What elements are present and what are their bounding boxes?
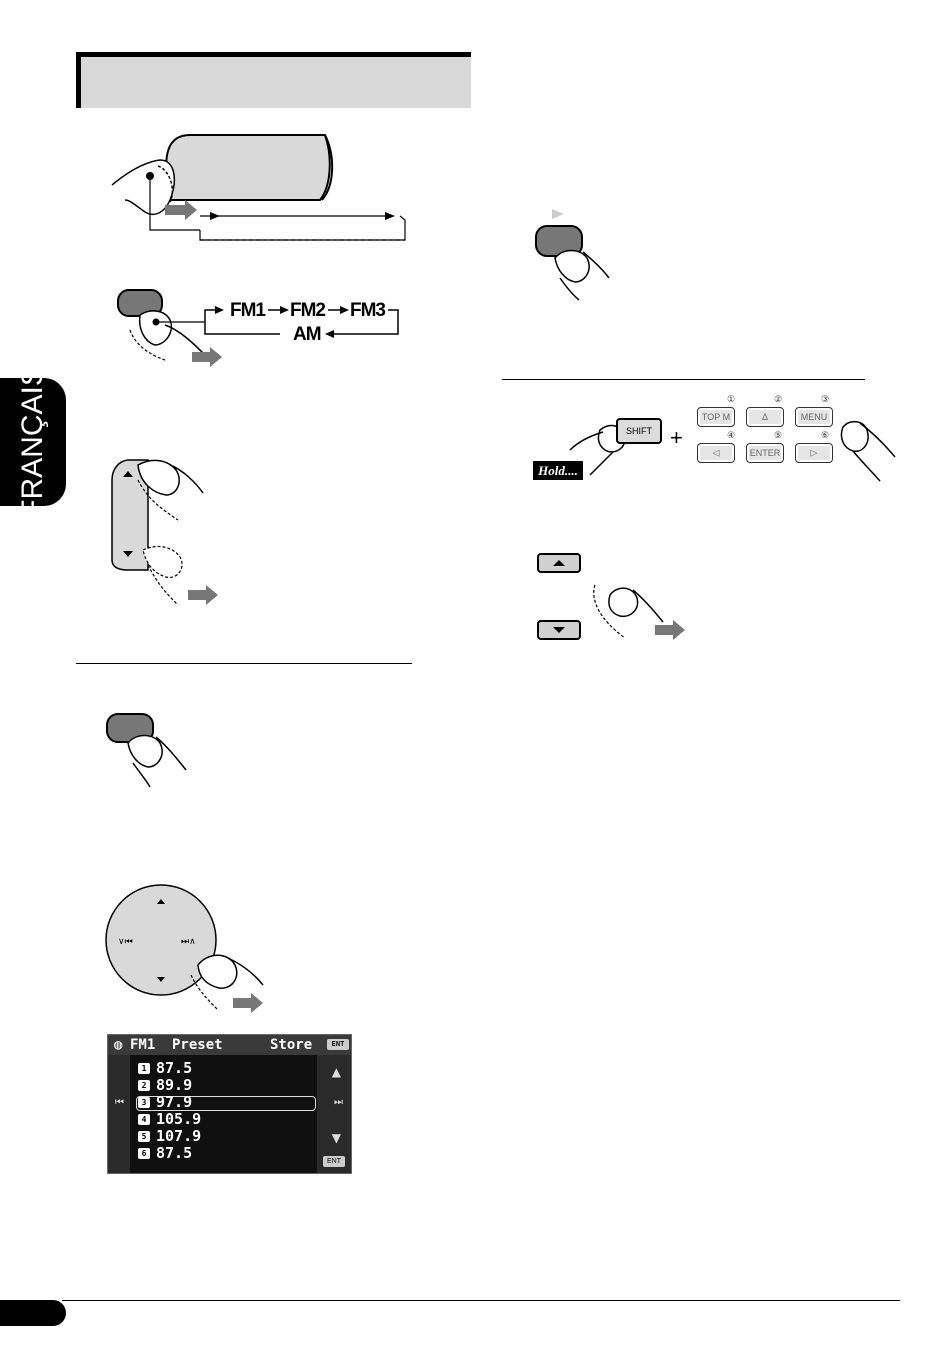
preset-row[interactable]: 6 87.5 [138,1145,192,1162]
section-title-bar [76,52,471,108]
control-pad-illustration [103,880,273,1015]
source-dial-illustration [100,130,420,250]
key-number: ④ [726,430,736,440]
up-button[interactable] [537,553,581,573]
pad-prev-icon: ∨⏮ [118,937,133,947]
screen-next-icon: ⏭ [334,1097,343,1108]
finger-press-icon [585,580,695,645]
hold-label: Hold.... [533,461,583,480]
preset-row-selected[interactable]: 3 97.9 [138,1094,192,1111]
screen-action: Store [270,1037,313,1053]
source-icon: ◍ [114,1037,123,1053]
section-divider [502,379,865,380]
key-number: ⑤ [773,430,783,440]
key-number: ② [773,394,783,404]
preset-row[interactable]: 2 89.9 [138,1077,192,1094]
screen-up-icon: ▲ [331,1065,341,1079]
finger-press-icon [545,240,625,305]
language-tab [0,366,66,518]
screen-prev-icon: ⏮ [115,1097,124,1108]
finger-press-icon [118,725,198,795]
top-menu-key[interactable]: TOP M [697,407,735,427]
key-number: ③ [820,394,830,404]
preset-row[interactable]: 5 107.9 [138,1128,201,1145]
band-fm3: FM3 [350,300,385,321]
band-fm2: FM2 [290,300,325,321]
screen-header [108,1035,352,1055]
preset-row[interactable]: 4 105.9 [138,1111,201,1128]
screen-mode: Preset [172,1037,223,1053]
menu-key[interactable]: MENU [795,407,833,427]
footer-rule [62,1300,900,1301]
section-divider [76,663,412,664]
key-number: ⑥ [820,430,830,440]
left-key[interactable]: ◁ [697,443,735,463]
play-icon [550,208,566,220]
ent-badge: ENT [327,1039,349,1050]
right-key[interactable]: ▷ [795,443,833,463]
band-am: AM [293,324,321,345]
enter-key[interactable]: ENTER [746,443,784,463]
band-fm1: FM1 [230,300,265,321]
finger-press-icon [835,415,900,485]
screen-band: FM1 [130,1037,156,1053]
preset-row[interactable]: 1 87.5 [138,1060,192,1077]
up-key[interactable]: Δ [746,407,784,427]
plus-sign: + [670,425,683,450]
key-number: ① [726,394,736,404]
pad-next-icon: ⏭∧ [181,937,196,947]
shift-button[interactable]: SHIFT [616,418,662,444]
preset-store-screen [107,1034,352,1174]
down-button[interactable] [537,620,581,640]
language-tab-label: FRANÇAIS [16,366,49,518]
ent-badge-bottom: ENT [323,1156,345,1167]
seek-strip-illustration [108,455,233,615]
page-number-tab [0,1300,66,1326]
screen-down-icon: ▼ [331,1131,341,1145]
